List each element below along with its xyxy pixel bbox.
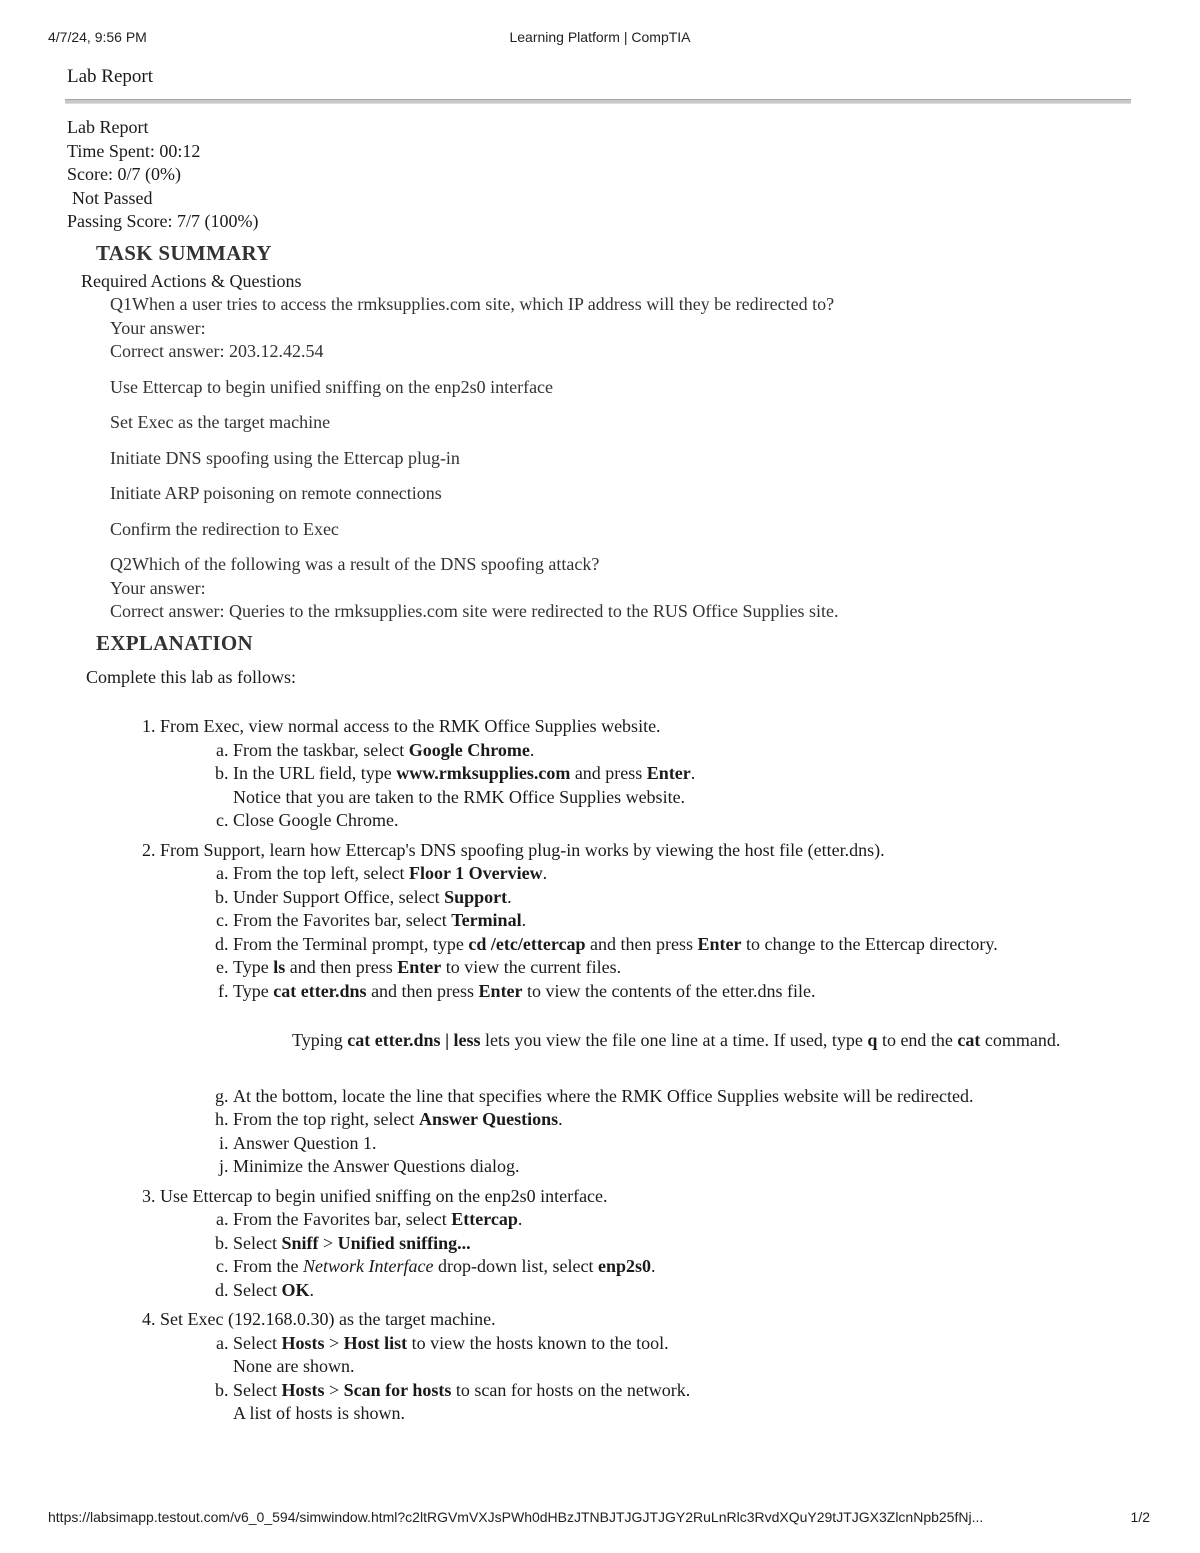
substep-list xyxy=(160,1332,1137,1426)
explanation-intro: Complete this lab as follows: xyxy=(86,666,296,687)
substep: c. From the Favorites bar, select Terminal. xyxy=(233,909,1137,933)
step-3: 3. Use Ettercap to begin unified sniffing on the enp2s0 interface. a. From the Favorites bar, select Ettercap. b. Select Sniff > Unified sniffing... c. From the Network Interface drop-down list, select enp2s0. d. Select OK. xyxy=(160,1185,1137,1303)
substep: a. From the Favorites bar, select Ettercap. xyxy=(233,1208,1137,1232)
substep: a. From the top left, select Floor 1 Overview. xyxy=(233,862,1137,886)
print-timestamp: 4/7/24, 9:56 PM xyxy=(48,29,147,45)
substep: g. At the bottom, locate the line that specifies where the RMK Office Supplies website will be redirected. xyxy=(233,1085,1137,1109)
correct-answer: Correct answer: 203.12.42.54 xyxy=(110,341,324,361)
report-title: Lab Report xyxy=(67,66,154,87)
title-divider xyxy=(65,99,1131,104)
substep: f. Type cat etter.dns and then press Enter to view the contents of the etter.dns file. Typing cat etter.dns | less lets you view the file one line at a time. If used, type q to end the cat command. xyxy=(233,980,1137,1053)
your-answer: Your answer: xyxy=(110,577,206,598)
substep: c. Close Google Chrome. xyxy=(233,809,1137,833)
report-subtitle: Lab Report xyxy=(67,117,149,137)
step-2: 2. From Support, learn how Ettercap's DNS spoofing plug-in works by viewing the host file (etter.dns). a. From the top left, select Floor 1 Overview. b. Under Support Office, select Support. c. From the Favorites bar, select Terminal. d. From the Terminal prompt, type cd /etc/ettercap and then press Enter to change to the Ettercap directory. e. Type ls and then press Enter to view the current files. f. Type cat etter.dns and then press Enter to view the contents of the etter.dns file. Typing cat etter.dns | less lets you view the file one line at a time. If used, type q to end the cat command. g. At the bottom, locate the line that specifies where the RMK Office Supplies website will be redirected. h. From the top right, select Answer Questions. i. Answer Question 1. j. Minimize the Answer Questions dialog. xyxy=(160,839,1137,1179)
question-text: Q2Which of the following was a result of the DNS spoofing attack? xyxy=(110,554,600,574)
substep: d. Select OK. xyxy=(233,1279,1137,1303)
substep: b. Select Hosts > Scan for hosts to scan for hosts on the network. A list of hosts is shown. xyxy=(233,1379,1137,1426)
substep-list xyxy=(160,739,1137,833)
tip-note: Typing cat etter.dns | less lets you view the file one line at a time. If used, type q to end the cat command. xyxy=(292,1030,1061,1050)
score: Score: 0/7 (0%) xyxy=(67,164,181,184)
print-footer xyxy=(48,1509,1150,1529)
substep-list xyxy=(160,862,1137,1179)
substep-note: A list of hosts is shown. xyxy=(233,1403,406,1423)
status-badge: Not Passed xyxy=(72,187,153,208)
step-4: 4. Set Exec (192.168.0.30) as the target machine. a. Select Hosts > Host list to view the hosts known to the tool. None are shown. b. Select Hosts > Scan for hosts to scan for hosts on the network. A list of hosts is shown. xyxy=(160,1308,1137,1426)
substep: a. Select Hosts > Host list to view the hosts known to the tool. None are shown. xyxy=(233,1332,1137,1379)
task-item: Confirm the redirection to Exec xyxy=(110,518,339,539)
question-text: Q1When a user tries to access the rmksupplies.com site, which IP address will they be redirected to? xyxy=(110,294,835,314)
substep: c. From the Network Interface drop-down list, select enp2s0. xyxy=(233,1255,1137,1279)
your-answer: Your answer: xyxy=(110,317,206,338)
substep: b. In the URL field, type www.rmksupplies.com and press Enter. Notice that you are taken to the RMK Office Supplies website. xyxy=(233,762,1137,809)
task-summary-heading: TASK SUMMARY xyxy=(96,240,272,265)
substep-note: Notice that you are taken to the RMK Office Supplies website. xyxy=(233,786,686,807)
substep: d. From the Terminal prompt, type cd /etc/ettercap and then press Enter to change to the Ettercap directory. xyxy=(233,933,1137,957)
passing-score: Passing Score: 7/7 (100%) xyxy=(67,211,259,231)
task-item: Initiate DNS spoofing using the Ettercap plug-in xyxy=(110,447,460,468)
correct-answer: Correct answer: Queries to the rmksupplies.com site were redirected to the RUS Office Supplies site. xyxy=(110,601,839,621)
step-1: 1. From Exec, view normal access to the RMK Office Supplies website. a. From the taskbar, select Google Chrome. b. In the URL field, type www.rmksupplies.com and press Enter. Notice that you are taken to the RMK Office Supplies website. c. Close Google Chrome. xyxy=(160,715,1137,833)
task-item: Set Exec as the target machine xyxy=(110,412,331,432)
substep: b. Select Sniff > Unified sniffing... xyxy=(233,1232,1137,1256)
page-url-link[interactable]: https://labsimapp.testout.com/v6_0_594/simwindow.html?c2ltRGVmVXJsPWh0dHBzJTNBJTJGJTJGY2RuLnRlc3RvdXQuY29tJTJGX3ZlcnNpb25fNj... xyxy=(48,1509,984,1525)
substep: a. From the taskbar, select Google Chrome. xyxy=(233,739,1137,763)
required-actions-title: Required Actions & Questions xyxy=(81,270,302,291)
print-header xyxy=(48,29,1152,49)
substep: i. Answer Question 1. xyxy=(233,1132,1137,1156)
substep: b. Under Support Office, select Support. xyxy=(233,886,1137,910)
substep: e. Type ls and then press Enter to view the current files. xyxy=(233,956,1137,980)
substep-list xyxy=(160,1208,1137,1302)
page-number: 1/2 xyxy=(1130,1509,1150,1525)
question-2 xyxy=(110,553,1137,624)
explanation-heading: EXPLANATION xyxy=(96,630,253,655)
task-list xyxy=(110,293,1137,624)
task-item: Use Ettercap to begin unified sniffing on the enp2s0 interface xyxy=(110,376,554,397)
step-list xyxy=(67,715,1137,1426)
report-meta xyxy=(67,116,1137,234)
substep: j. Minimize the Answer Questions dialog. xyxy=(233,1155,1137,1179)
task-item: Initiate ARP poisoning on remote connections xyxy=(110,483,442,503)
substep: h. From the top right, select Answer Questions. xyxy=(233,1108,1137,1132)
print-page-title: Learning Platform | CompTIA xyxy=(509,29,691,45)
time-spent: Time Spent: 00:12 xyxy=(67,140,201,161)
lab-report-content xyxy=(67,64,1137,1432)
question-1 xyxy=(110,293,1137,364)
substep-note: None are shown. xyxy=(233,1356,355,1376)
